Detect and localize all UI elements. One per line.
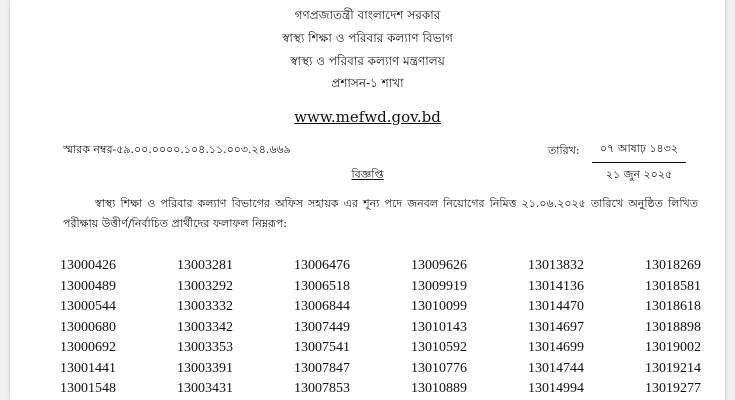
memo-number: স্মারক নম্বর-৫৯.০০.০০০০.১০৪.১১.০০৩.২৪.৬৬৯ bbox=[63, 143, 291, 156]
roll-number: 13003292 bbox=[177, 278, 233, 294]
roll-number: 13018581 bbox=[645, 278, 701, 294]
date-label: তারিখ: bbox=[548, 144, 580, 157]
date-english: ২১ জুন ২০২৫ bbox=[605, 168, 673, 181]
table-row bbox=[60, 297, 725, 318]
roll-number: 13003342 bbox=[177, 319, 233, 335]
roll-number: 13018269 bbox=[645, 258, 701, 274]
roll-number: 13000544 bbox=[60, 299, 116, 315]
government-title: গণপ্রজাতন্ত্রী বাংলাদেশ সরকার bbox=[294, 8, 441, 22]
roll-number: 13006518 bbox=[294, 278, 350, 294]
roll-number: 13010143 bbox=[411, 319, 467, 335]
branch-title: প্রশাসন-১ শাখা bbox=[331, 76, 404, 90]
roll-number: 13006844 bbox=[294, 299, 350, 315]
roll-number: 13014699 bbox=[528, 340, 584, 356]
roll-number: 13018898 bbox=[645, 319, 701, 335]
table-row bbox=[60, 338, 725, 359]
roll-number: 13010776 bbox=[411, 360, 467, 376]
roll-number: 13009919 bbox=[411, 278, 467, 294]
document-page bbox=[10, 0, 725, 400]
roll-number: 13000426 bbox=[60, 258, 116, 274]
roll-number: 13019277 bbox=[645, 381, 701, 397]
notice-title bbox=[10, 166, 725, 185]
roll-number: 13007853 bbox=[294, 381, 350, 397]
table-row bbox=[60, 277, 725, 298]
roll-number: 13007449 bbox=[294, 319, 350, 335]
roll-number: 13014470 bbox=[528, 299, 584, 315]
roll-number: 13014744 bbox=[528, 360, 584, 376]
website-link[interactable]: www.mefwd.gov.bd bbox=[294, 108, 441, 126]
roll-number: 13000489 bbox=[60, 278, 116, 294]
division-title: স্বাস্থ্য শিক্ষা ও পরিবার কল্যাণ বিভাগ bbox=[282, 31, 453, 45]
roll-number: 13019214 bbox=[645, 360, 701, 376]
roll-number: 13014136 bbox=[528, 278, 584, 294]
roll-number: 13014994 bbox=[528, 381, 584, 397]
table-row bbox=[60, 359, 725, 380]
roll-number: 13009626 bbox=[411, 258, 467, 274]
table-row bbox=[60, 379, 725, 400]
roll-number: 13007847 bbox=[294, 360, 350, 376]
roll-number: 13000680 bbox=[60, 319, 116, 335]
roll-number: 13007541 bbox=[294, 340, 350, 356]
roll-number: 13010889 bbox=[411, 381, 467, 397]
notice-title-text: বিজ্ঞপ্তি bbox=[351, 168, 384, 181]
roll-number: 13014697 bbox=[528, 319, 584, 335]
roll-number: 13003391 bbox=[177, 360, 233, 376]
roll-number: 13010099 bbox=[411, 299, 467, 315]
notice-body: স্বাস্থ্য শিক্ষা ও পরিবার কল্যাণ বিভাগের অফিস সহায়ক এর শূন্য পদে জনবল নিয়োগের নিমিত্ত ২১.০৬.২০২৫ তারিখে অনুষ্ঠিত লিখিত পরীক্ষায় উত্তীর্ণ/নির্বাচিত প্রার্থীদের ফলাফল নিম্নরূপ: bbox=[63, 197, 698, 230]
roll-number: 13003332 bbox=[177, 299, 233, 315]
roll-number: 13003353 bbox=[177, 340, 233, 356]
roll-number: 13001441 bbox=[60, 360, 116, 376]
roll-number: 13003281 bbox=[177, 258, 233, 274]
roll-number: 13001548 bbox=[60, 381, 116, 397]
roll-number: 13010592 bbox=[411, 340, 467, 356]
date-bangla: ০৭ আষাঢ় ১৪৩২ bbox=[592, 140, 686, 163]
ministry-title: স্বাস্থ্য ও পরিবার কল্যাণ মন্ত্রণালয় bbox=[290, 54, 445, 68]
roll-number: 13000692 bbox=[60, 340, 116, 356]
roll-number-grid bbox=[60, 256, 725, 400]
table-row bbox=[60, 256, 725, 277]
roll-number: 13003431 bbox=[177, 381, 233, 397]
roll-number: 13006476 bbox=[294, 258, 350, 274]
roll-number: 13018618 bbox=[645, 299, 701, 315]
table-row bbox=[60, 318, 725, 339]
roll-number: 13019002 bbox=[645, 340, 701, 356]
roll-number: 13013832 bbox=[528, 258, 584, 274]
